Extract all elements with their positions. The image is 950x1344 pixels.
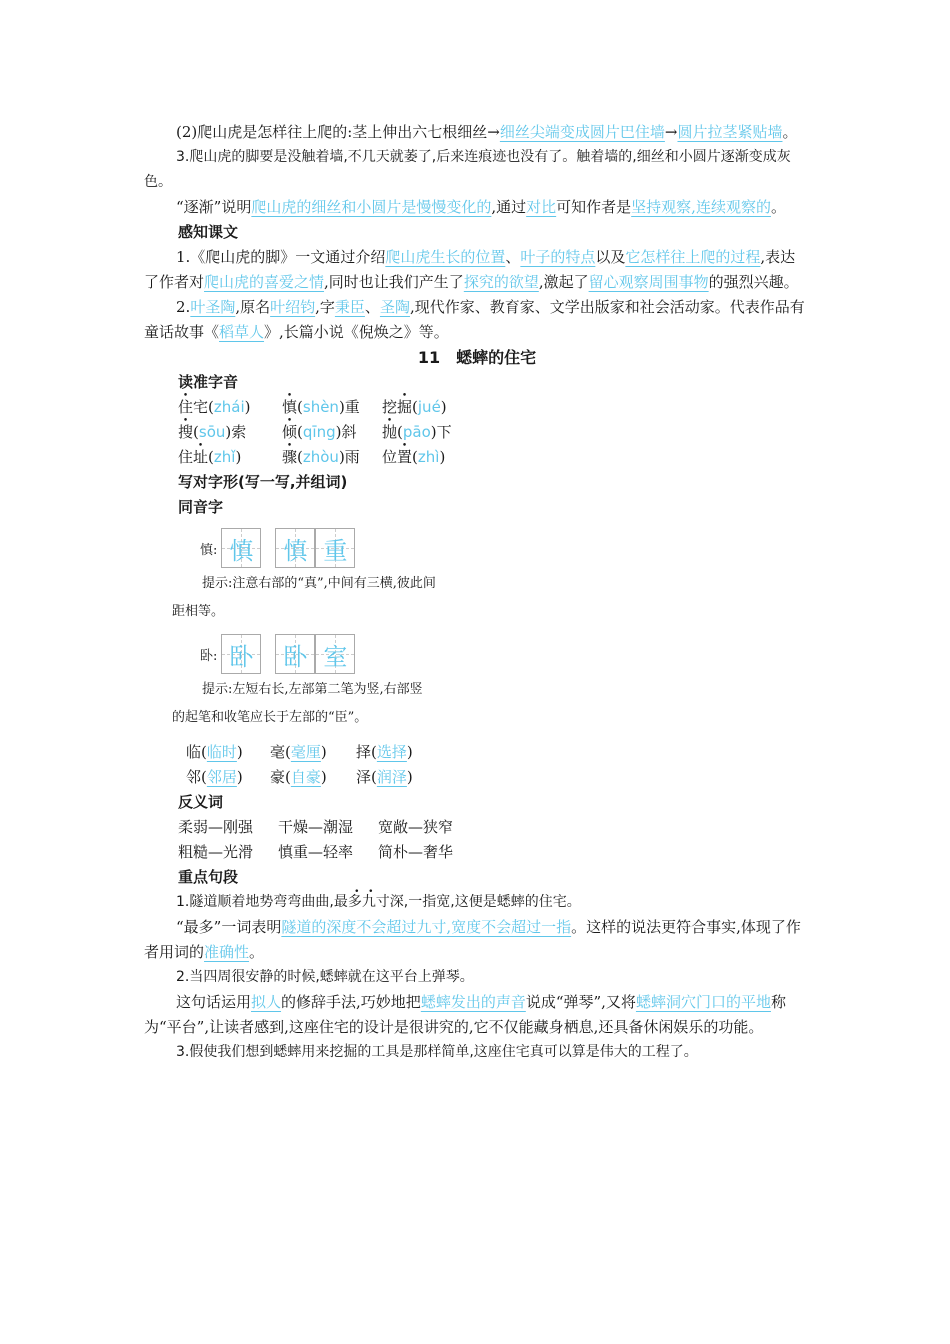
grid-cell: 重: [315, 528, 355, 568]
pinyin-row: [144, 395, 810, 420]
answer-blank: 隧道的深度不会超过九寸,宽度不会超过一指: [281, 918, 572, 936]
answer-blank: 圣陶: [379, 298, 410, 316]
q2-paragraph: (2)爬山虎是怎样往上爬的:茎上伸出六七根细丝→细丝尖端变成圆片巴住墙→圆片拉茎紧贴墙。: [176, 123, 798, 141]
answer-blank: 拟人: [251, 993, 282, 1011]
pair-row: [144, 740, 810, 765]
section-heading: 同音字: [178, 498, 224, 516]
answer-blank: 爬山虎生长的位置: [385, 248, 506, 266]
grid-cell: 室: [315, 634, 355, 674]
key-sentence-3: 3.假使我们想到蟋蟀用来挖掘的工具是那样简单,这座住宅真可以算是伟大的工程了。: [176, 1044, 698, 1060]
antonym-row: [144, 815, 810, 840]
pinyin-item: 倾(qīng)斜: [282, 423, 357, 441]
answer-blank: 秉臣: [334, 298, 365, 316]
pinyin-item: 住宅(zhái): [178, 398, 251, 416]
writing-grid-2: 卧: 卧 卧 室: [144, 632, 810, 676]
answer-blank: 对比: [526, 198, 557, 216]
answer-blank: 坚持观察,连续观察的: [631, 198, 771, 216]
answer-blank: 叶子的特点: [520, 248, 596, 266]
antonym-pair: 干燥—潮湿: [278, 818, 354, 836]
pinyin-item: 位置(zhì): [382, 448, 446, 466]
answer-blank: 留心观察周围事物: [588, 273, 709, 291]
section-heading: 读准字音: [178, 373, 239, 391]
antonym-pair: 简朴—奢华: [378, 843, 454, 861]
pair-item: 邻(邻居): [186, 768, 243, 786]
antonym-table: [144, 815, 810, 865]
pair-item: 泽(润泽): [356, 768, 413, 786]
tip-text: 提示:左短右长,左部第二笔为竖,右部竖: [202, 682, 423, 697]
key-analysis-1: “最多”一词表明隧道的深度不会超过九寸,宽度不会超过一指。这样的说法更符合事实,体现了作者用词的准确性。: [144, 918, 801, 961]
key-sentence-2: 2.当四周很安静的时候,蟋蟀就在这平台上弹琴。: [176, 969, 474, 985]
grid-cell: 慎: [275, 528, 315, 568]
answer-blank: 探究的欲望: [463, 273, 539, 291]
answer-blank: 蟋蟀洞穴门口的平地: [635, 993, 771, 1011]
grid-cell: 卧: [275, 634, 315, 674]
answer-blank: 叶绍钧: [270, 298, 316, 316]
writing-grid-1: 慎: 慎 慎 重: [144, 526, 810, 570]
tip-text: 提示:注意右部的“真”,中间有三横,彼此间: [202, 576, 436, 591]
grid-cell: 慎: [221, 528, 261, 568]
answer-blank: 它怎样往上爬的过程: [625, 248, 761, 266]
answer-blank: 爬山虎的喜爱之情: [204, 273, 325, 291]
answer-blank: 爬山虎的细丝和小圆片是慢慢变化的: [251, 198, 492, 216]
pair-item: 毫(毫厘): [270, 743, 327, 761]
pinyin-row: [144, 445, 810, 470]
q3-sentence: 3.爬山虎的脚要是没触着墙,不几天就萎了,后来连痕迹也没有了。触着墙的,细丝和小圆片逐渐变成灰色。: [144, 149, 791, 190]
antonym-pair: 柔弱—刚强: [178, 818, 254, 836]
antonym-pair: 粗糙—光滑: [178, 843, 254, 861]
pair-item: 豪(自豪): [270, 768, 327, 786]
section-heading: 写对字形(写一写,并组词): [178, 473, 348, 491]
pinyin-item: 挖掘(jué): [382, 398, 447, 416]
answer-blank: 准确性: [204, 943, 250, 961]
pinyin-item: 骤(zhòu)雨: [282, 448, 360, 466]
document-page: [144, 120, 810, 1065]
antonym-row: [144, 840, 810, 865]
section-heading: 重点句段: [178, 868, 239, 886]
section-heading: 反义词: [178, 793, 224, 811]
tip-text: 距相等。: [172, 604, 225, 619]
section-heading: 感知课文: [178, 223, 239, 241]
antonym-pair: 慎重—轻率: [278, 843, 354, 861]
homophone-pairs: [144, 740, 810, 790]
pinyin-item: 抛(pāo)下: [382, 423, 452, 441]
answer-blank: 细丝尖端变成圆片巴住墙: [499, 123, 665, 141]
grid-cell: 卧: [221, 634, 261, 674]
pinyin-item: 慎(shèn)重: [282, 398, 360, 416]
lesson-title: 11 蟋蟀的住宅: [417, 348, 537, 367]
gzkw-paragraph-1: 1.《爬山虎的脚》一文通过介绍爬山虎生长的位置、叶子的特点以及它怎样往上爬的过程,表达了作者对爬山虎的喜爱之情,同时也让我们产生了探究的欲望,激起了留心观察周围事物的强烈兴趣。: [144, 248, 799, 291]
answer-blank: 稻草人: [219, 323, 265, 341]
key-analysis-2: 这句话运用拟人的修辞手法,巧妙地把蟋蟀发出的声音说成“弹琴”,又将蟋蟀洞穴门口的平地称为“平台”,让读者感到,这座住宅的设计是很讲究的,它不仅能藏身栖息,还具备休闲娱乐的功能。: [144, 993, 786, 1036]
pinyin-item: 住址(zhǐ): [178, 448, 242, 466]
gzkw-paragraph-2: 2.叶圣陶,原名叶绍钧,字秉臣、圣陶,现代作家、教育家、文学出版家和社会活动家。代表作品有童话故事《稻草人》,长篇小说《倪焕之》等。: [144, 298, 805, 341]
pinyin-table: [144, 395, 810, 470]
answer-blank: 叶圣陶: [190, 298, 236, 316]
q3-analysis: “逐渐”说明爬山虎的细丝和小圆片是慢慢变化的,通过对比可知作者是坚持观察,连续观察的。: [176, 198, 786, 216]
pinyin-item: 搜(sōu)索: [178, 423, 247, 441]
pair-row: [144, 765, 810, 790]
answer-blank: 圆片拉茎紧贴墙: [677, 123, 783, 141]
pair-item: 择(选择): [356, 743, 413, 761]
pinyin-row: [144, 420, 810, 445]
pair-item: 临(临时): [186, 743, 243, 761]
key-sentence-1: 1.隧道顺着地势弯弯曲曲,最多九寸深,一指宽,这便是蟋蟀的住宅。: [176, 894, 581, 910]
tip-text: 的起笔和收笔应长于左部的“臣”。: [172, 710, 368, 725]
answer-blank: 蟋蟀发出的声音: [420, 993, 526, 1011]
antonym-pair: 宽敞—狭窄: [378, 818, 454, 836]
